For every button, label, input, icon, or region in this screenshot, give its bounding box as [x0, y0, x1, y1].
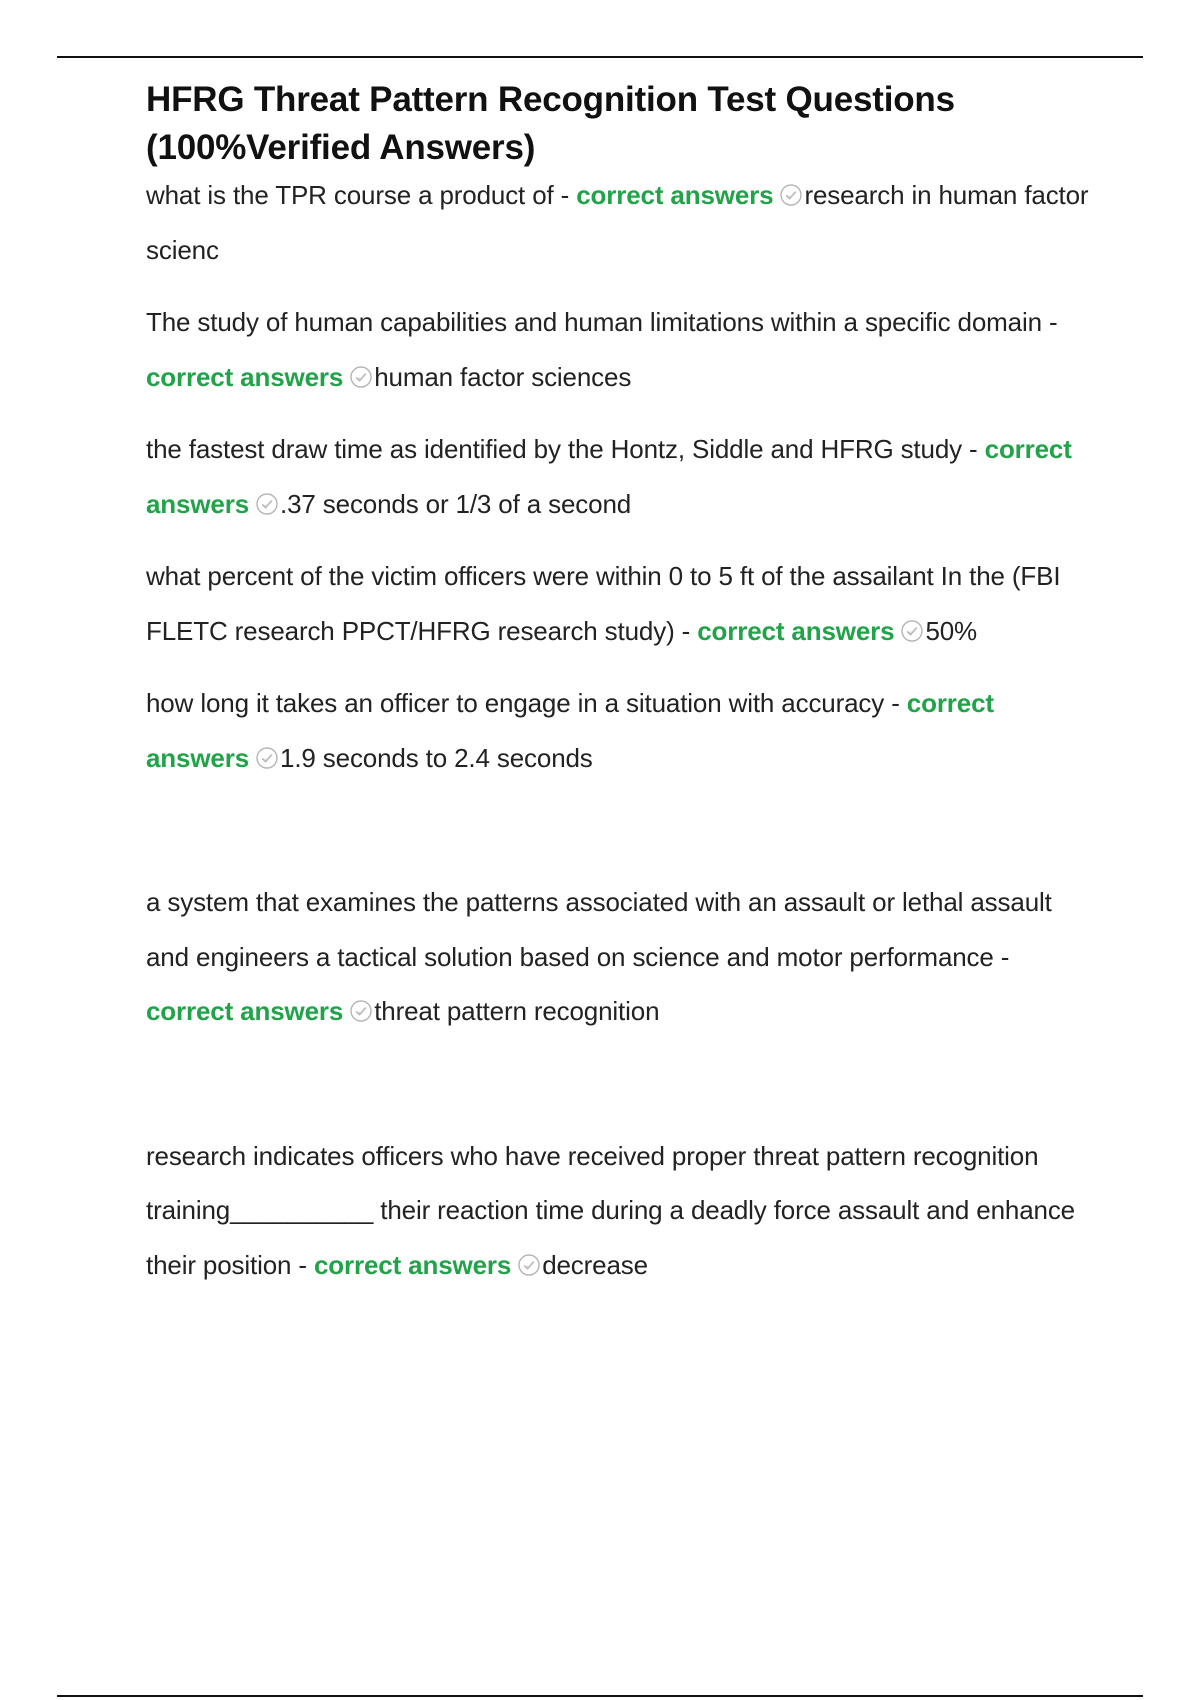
- separator: -: [993, 941, 1010, 972]
- question-text: what is the TPR course a product of: [146, 180, 554, 210]
- document-body: [146, 76, 1096, 1292]
- qa-item: [146, 549, 1096, 658]
- qa-item: [146, 676, 1096, 785]
- answer-text: 50%: [925, 615, 978, 646]
- answer-text: decrease: [542, 1249, 648, 1280]
- top-rule: [57, 56, 1143, 58]
- qa-item: [146, 875, 1096, 1039]
- bottom-rule: [57, 1695, 1143, 1697]
- correct-answers-label: correct answers: [146, 434, 1072, 519]
- question-text: the fastest draw time as identified by the Hontz, Siddle and HFRG study: [146, 434, 962, 464]
- check-circle-icon: [779, 183, 803, 207]
- check-circle-icon: [255, 746, 279, 770]
- question-text: The study of human capabilities and human limitations within a specific domain: [146, 307, 1042, 337]
- separator: -: [291, 1249, 314, 1280]
- correct-answers-label: correct answers: [697, 615, 895, 646]
- document-title: HFRG Threat Pattern Recognition Test Questions (100%Verified Answers): [146, 80, 955, 167]
- separator: -: [961, 434, 985, 464]
- answer-text: .37 seconds or 1/3 of a second: [280, 488, 632, 519]
- separator: -: [674, 615, 698, 646]
- question-text: how long it takes an officer to engage in a situation with accuracy: [146, 688, 885, 718]
- correct-answers-label: correct answers: [313, 1249, 512, 1280]
- answer-text: threat pattern recognition: [374, 996, 660, 1026]
- correct-answers-label: correct answers: [146, 361, 344, 392]
- separator: -: [553, 180, 577, 210]
- question-text: what percent of the victim officers were within 0 to 5 ft of the assailant In the (FBI FLETC research PPCT/HFRG research study): [146, 561, 1061, 646]
- answer-text: research in human factor scienc: [146, 180, 1089, 265]
- correct-answers-label: correct answers: [576, 180, 774, 210]
- answer-text: 1.9 seconds to 2.4 seconds: [280, 742, 593, 773]
- question-text: research indicates officers who have received proper threat pattern recognition training__________ their reaction time during a deadly force assault and enhance their position: [146, 1140, 1075, 1280]
- qa-item: [146, 422, 1096, 531]
- separator: -: [884, 688, 907, 718]
- answer-text: human factor sciences: [374, 361, 632, 392]
- qa-item: [146, 1129, 1096, 1293]
- check-circle-icon: [900, 619, 924, 643]
- check-circle-icon: [517, 1253, 541, 1277]
- check-circle-icon: [349, 999, 373, 1023]
- correct-answers-label: correct answers: [146, 996, 344, 1026]
- check-circle-icon: [255, 492, 279, 516]
- separator: -: [1041, 307, 1058, 337]
- qa-item: [146, 295, 1096, 404]
- qa-item: [146, 168, 1096, 277]
- check-circle-icon: [349, 365, 373, 389]
- question-text: a system that examines the patterns associated with an assault or lethal assault and engineers a tactical solution based on science and motor performance: [146, 887, 1052, 972]
- correct-answers-label: correct answers: [146, 688, 994, 773]
